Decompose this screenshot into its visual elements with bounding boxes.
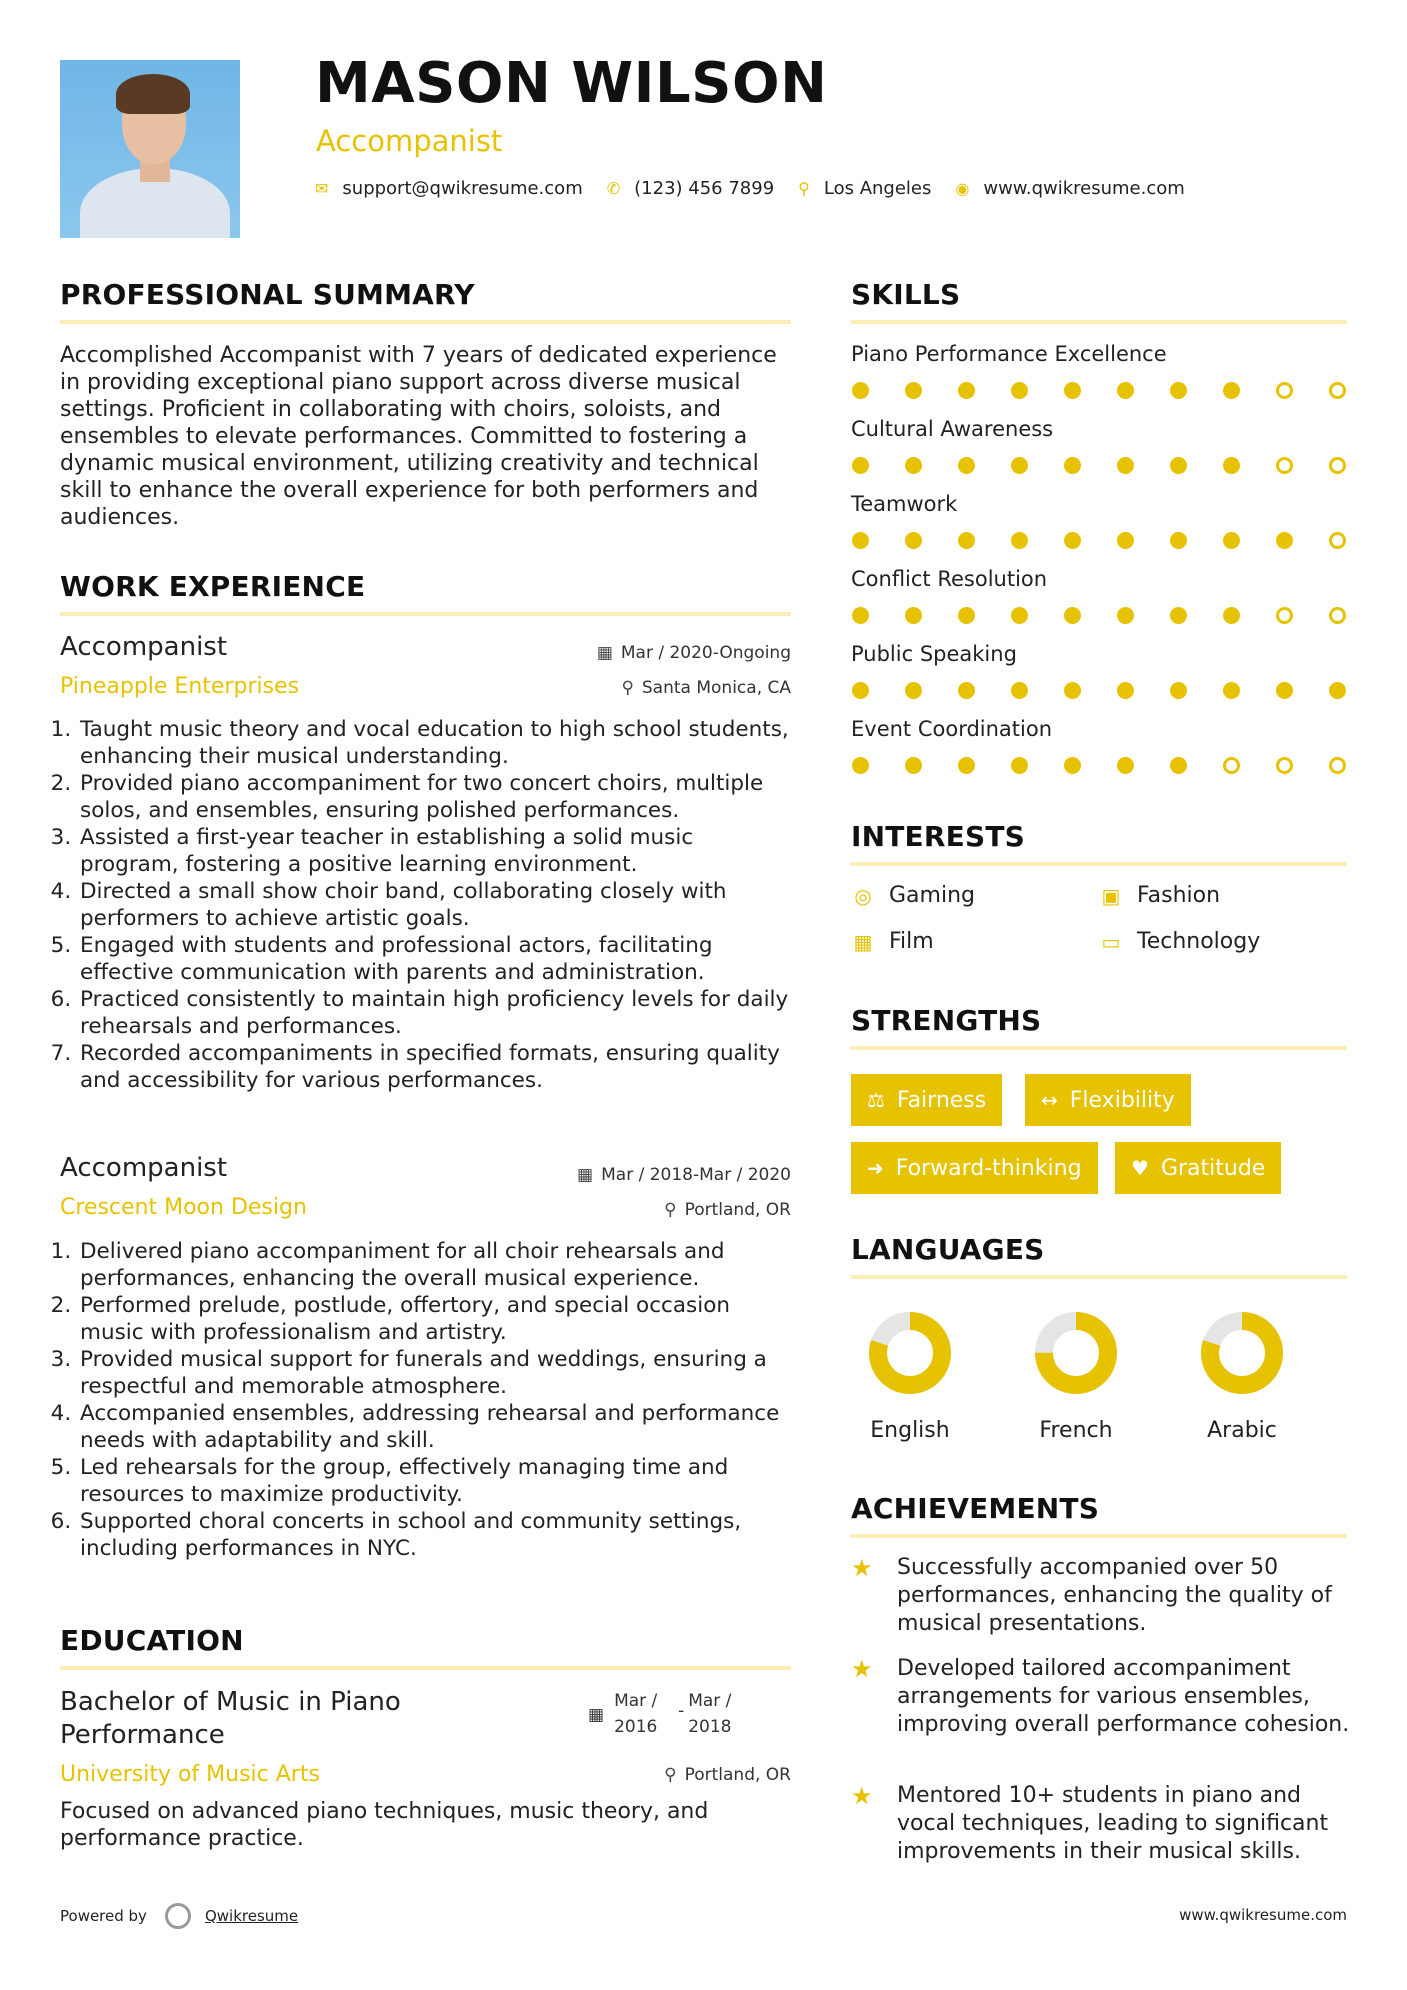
- rating-dot-empty: [1276, 607, 1293, 624]
- candidate-title: Accompanist: [316, 124, 503, 158]
- calendar-icon: ▦: [596, 643, 613, 663]
- language-label: English: [870, 1418, 950, 1443]
- rating-dot-filled: [1117, 457, 1134, 474]
- star-icon: ★: [851, 1655, 873, 1683]
- rating-dot-filled: [1011, 382, 1028, 399]
- rating-dot-filled: [1170, 757, 1187, 774]
- phone-icon: ✆: [606, 179, 621, 198]
- job-date: ▦ Mar / 2018-Mar / 2020: [577, 1165, 791, 1185]
- rating-dot-filled: [1064, 757, 1081, 774]
- strength-tag: ♥ Gratitude: [1115, 1142, 1281, 1194]
- rating-dot-filled: [1011, 457, 1028, 474]
- job-date: ▦ Mar / 2020-Ongoing: [596, 643, 791, 663]
- job-duties: [60, 1238, 798, 1562]
- interest-item: ▦ Film: [851, 929, 934, 954]
- rating-dot-filled: [1117, 757, 1134, 774]
- film-icon: ▦: [853, 929, 873, 954]
- skill-rating: [852, 682, 1382, 699]
- heart-icon: ♥: [1131, 1156, 1149, 1180]
- summary-text: Accomplished Accompanist with 7 years of dedicated experience in providing exceptional piano support across diverse musical settings. Proficient in collaborating with choirs, soloists, and ensembles to elevate performances. Committed to fostering a dynamic musical environment, utilizing creativity and technical skill to enhance the overall experience for both performers and audiences.: [60, 343, 777, 530]
- rating-dot-filled: [958, 457, 975, 474]
- education-dates: ▦ Mar / 2016 - Mar / 2018: [588, 1688, 731, 1740]
- language-item: [1006, 1310, 1146, 1443]
- achievements-divider: [851, 1534, 1347, 1538]
- rating-dot-filled: [1117, 607, 1134, 624]
- skill-rating: [852, 532, 1382, 549]
- rating-dot-filled: [1223, 682, 1240, 699]
- rating-dot-empty: [1329, 457, 1346, 474]
- rating-dot-empty: [1223, 757, 1240, 774]
- work-divider: [60, 612, 791, 616]
- rating-dot-filled: [1064, 382, 1081, 399]
- rating-dot-filled: [905, 607, 922, 624]
- language-item: [840, 1310, 980, 1443]
- brand-link[interactable]: Qwikresume: [204, 1907, 299, 1925]
- summary-heading: PROFESSIONAL SUMMARY: [60, 278, 475, 311]
- job-company: Crescent Moon Design: [60, 1195, 307, 1220]
- achievement-item: ★ Developed tailored accompaniment arrangements for various ensembles, improving overall performance cohesion.: [851, 1655, 1350, 1737]
- rating-dot-filled: [1011, 532, 1028, 549]
- skill-rating: [852, 457, 1382, 474]
- rating-dot-filled: [1170, 457, 1187, 474]
- calendar-icon: ▦: [577, 1165, 594, 1185]
- gamepad-icon: ◎: [854, 883, 872, 908]
- strength-tag: ⚖ Fairness: [851, 1074, 1002, 1126]
- rating-dot-filled: [1329, 682, 1346, 699]
- duty-item: 1. Taught music theory and vocal education to high school students, enhancing their musical understanding.: [78, 716, 798, 770]
- strength-tag: ↔ Flexibility: [1025, 1074, 1191, 1126]
- skill-name: Public Speaking: [851, 642, 1017, 666]
- shopping-bag-icon: ▣: [1101, 883, 1121, 908]
- skill-rating: [852, 382, 1382, 399]
- language-ring-french: [1033, 1310, 1119, 1396]
- rating-dot-empty: [1329, 382, 1346, 399]
- pin-icon: ⚲: [664, 1200, 677, 1220]
- rating-dot-filled: [852, 607, 869, 624]
- duty-item: 5. Led rehearsals for the group, effectively managing time and resources to maximize productivity.: [78, 1454, 798, 1508]
- skill-rating: [852, 757, 1382, 774]
- footer-website[interactable]: www.qwikresume.com: [1179, 1906, 1347, 1924]
- job-title: Accompanist: [60, 1153, 228, 1183]
- balance-scale-icon: ⚖: [867, 1088, 885, 1112]
- star-icon: ★: [851, 1782, 873, 1810]
- contact-email[interactable]: support@qwikresume.com: [342, 178, 583, 199]
- contact-website[interactable]: www.qwikresume.com: [983, 178, 1185, 199]
- interests-divider: [851, 862, 1347, 866]
- star-icon: ★: [851, 1554, 873, 1582]
- work-heading: WORK EXPERIENCE: [60, 570, 366, 603]
- pin-icon: ⚲: [621, 678, 634, 698]
- rating-dot-filled: [958, 757, 975, 774]
- rating-dot-empty: [1329, 607, 1346, 624]
- languages-heading: LANGUAGES: [851, 1233, 1045, 1266]
- laptop-icon: ▭: [1101, 929, 1121, 954]
- skill-name: Conflict Resolution: [851, 567, 1048, 591]
- profile-photo: [60, 60, 240, 238]
- skill-rating: [852, 607, 1382, 624]
- location-pin-icon: ⚲: [798, 179, 810, 198]
- contact-bar: [315, 178, 1209, 199]
- rating-dot-filled: [1064, 682, 1081, 699]
- rating-dot-filled: [1170, 382, 1187, 399]
- job-title: Accompanist: [60, 632, 228, 662]
- duty-item: 4. Accompanied ensembles, addressing rehearsal and performance needs with adaptability and skill.: [78, 1400, 798, 1454]
- education-heading: EDUCATION: [60, 1624, 244, 1657]
- achievements-heading: ACHIEVEMENTS: [851, 1492, 1100, 1525]
- rating-dot-filled: [958, 532, 975, 549]
- achievement-item: ★ Successfully accompanied over 50 performances, enhancing the quality of musical presentations.: [851, 1554, 1332, 1636]
- duty-item: 7. Recorded accompaniments in specified formats, ensuring quality and accessibility for various performances.: [78, 1040, 798, 1094]
- skill-name: Cultural Awareness: [851, 417, 1054, 441]
- achievement-item: ★ Mentored 10+ students in piano and vocal techniques, leading to significant improvements in their musical skills.: [851, 1782, 1329, 1864]
- duty-item: 3. Assisted a first-year teacher in establishing a solid music program, fostering a positive learning environment.: [78, 824, 798, 878]
- interest-item: ◎ Gaming: [851, 883, 975, 908]
- interest-item: ▣ Fashion: [1099, 883, 1220, 908]
- skill-name: Piano Performance Excellence: [851, 342, 1167, 366]
- envelope-icon: ✉: [315, 179, 329, 198]
- rating-dot-filled: [1117, 382, 1134, 399]
- rating-dot-filled: [1011, 607, 1028, 624]
- duty-item: 3. Provided musical support for funerals and weddings, ensuring a respectful and memorable atmosphere.: [78, 1346, 798, 1400]
- rating-dot-filled: [905, 682, 922, 699]
- job-duties: [60, 716, 798, 1094]
- strength-tag: ➜ Forward-thinking: [851, 1142, 1098, 1194]
- rating-dot-filled: [1170, 607, 1187, 624]
- skills-heading: SKILLS: [851, 278, 961, 311]
- rating-dot-filled: [1170, 682, 1187, 699]
- qwikresume-logo-icon: [165, 1903, 191, 1929]
- calendar-icon: ▦: [588, 1705, 605, 1725]
- education-location: ⚲ Portland, OR: [664, 1765, 791, 1785]
- rating-dot-filled: [905, 757, 922, 774]
- language-label: Arabic: [1207, 1418, 1277, 1443]
- globe-icon: ◉: [955, 179, 970, 198]
- rating-dot-filled: [852, 382, 869, 399]
- interests-heading: INTERESTS: [851, 820, 1025, 853]
- language-ring-english: [867, 1310, 953, 1396]
- degree-title: Bachelor of Music in Piano Performance: [60, 1687, 401, 1750]
- contact-location: Los Angeles: [823, 178, 932, 199]
- rating-dot-filled: [958, 682, 975, 699]
- duty-item: 6. Practiced consistently to maintain high proficiency levels for daily rehearsals and performances.: [78, 986, 798, 1040]
- contact-phone[interactable]: (123) 456 7899: [634, 178, 775, 199]
- rating-dot-filled: [1276, 532, 1293, 549]
- language-label: French: [1039, 1418, 1113, 1443]
- duty-item: 6. Supported choral concerts in school and community settings, including performances in NYC.: [78, 1508, 798, 1562]
- footer-powered-by: Powered by Qwikresume: [60, 1903, 298, 1929]
- rating-dot-filled: [1223, 457, 1240, 474]
- rating-dot-filled: [905, 532, 922, 549]
- rating-dot-empty: [1276, 457, 1293, 474]
- school-name: University of Music Arts: [60, 1762, 320, 1787]
- rating-dot-filled: [958, 382, 975, 399]
- rating-dot-filled: [905, 457, 922, 474]
- rating-dot-filled: [1064, 457, 1081, 474]
- job-location: ⚲ Portland, OR: [664, 1200, 791, 1220]
- education-divider: [60, 1666, 791, 1670]
- rating-dot-filled: [1064, 607, 1081, 624]
- duty-item: 1. Delivered piano accompaniment for all choir rehearsals and performances, enhancing the overall musical experience.: [78, 1238, 798, 1292]
- rating-dot-filled: [1117, 682, 1134, 699]
- job-company: Pineapple Enterprises: [60, 674, 300, 699]
- skills-divider: [851, 320, 1347, 324]
- language-ring-arabic: [1199, 1310, 1285, 1396]
- strengths-heading: STRENGTHS: [851, 1004, 1042, 1037]
- rating-dot-filled: [1117, 532, 1134, 549]
- rating-dot-empty: [1329, 757, 1346, 774]
- rating-dot-filled: [1276, 682, 1293, 699]
- rating-dot-filled: [1223, 382, 1240, 399]
- strengths-divider: [851, 1046, 1347, 1050]
- rating-dot-filled: [1170, 532, 1187, 549]
- languages-divider: [851, 1275, 1347, 1279]
- interest-item: ▭ Technology: [1099, 929, 1260, 954]
- rating-dot-empty: [1329, 532, 1346, 549]
- rating-dot-filled: [1223, 607, 1240, 624]
- rating-dot-filled: [852, 457, 869, 474]
- rating-dot-empty: [1276, 757, 1293, 774]
- candidate-name: MASON WILSON: [315, 51, 828, 116]
- rating-dot-filled: [958, 607, 975, 624]
- rating-dot-filled: [905, 382, 922, 399]
- rating-dot-filled: [1011, 757, 1028, 774]
- job-location: ⚲ Santa Monica, CA: [621, 678, 791, 698]
- rating-dot-filled: [1223, 532, 1240, 549]
- education-description: Focused on advanced piano techniques, music theory, and performance practice.: [60, 1799, 709, 1851]
- skill-name: Teamwork: [851, 492, 958, 516]
- duty-item: 5. Engaged with students and professional actors, facilitating effective communication with parents and administration.: [78, 932, 798, 986]
- rating-dot-filled: [1064, 532, 1081, 549]
- rating-dot-empty: [1276, 382, 1293, 399]
- rating-dot-filled: [1011, 682, 1028, 699]
- rating-dot-filled: [852, 532, 869, 549]
- rating-dot-filled: [852, 757, 869, 774]
- arrows-horizontal-icon: ↔: [1041, 1088, 1058, 1112]
- summary-divider: [60, 320, 791, 324]
- rating-dot-filled: [852, 682, 869, 699]
- arrow-right-icon: ➜: [867, 1156, 884, 1180]
- skill-name: Event Coordination: [851, 717, 1053, 741]
- duty-item: 2. Provided piano accompaniment for two concert choirs, multiple solos, and ensembles, ensuring polished performances.: [78, 770, 798, 824]
- pin-icon: ⚲: [664, 1765, 677, 1785]
- language-item: [1172, 1310, 1312, 1443]
- duty-item: 2. Performed prelude, postlude, offertory, and special occasion music with professionalism and artistry.: [78, 1292, 798, 1346]
- duty-item: 4. Directed a small show choir band, collaborating closely with performers to achieve artistic goals.: [78, 878, 798, 932]
